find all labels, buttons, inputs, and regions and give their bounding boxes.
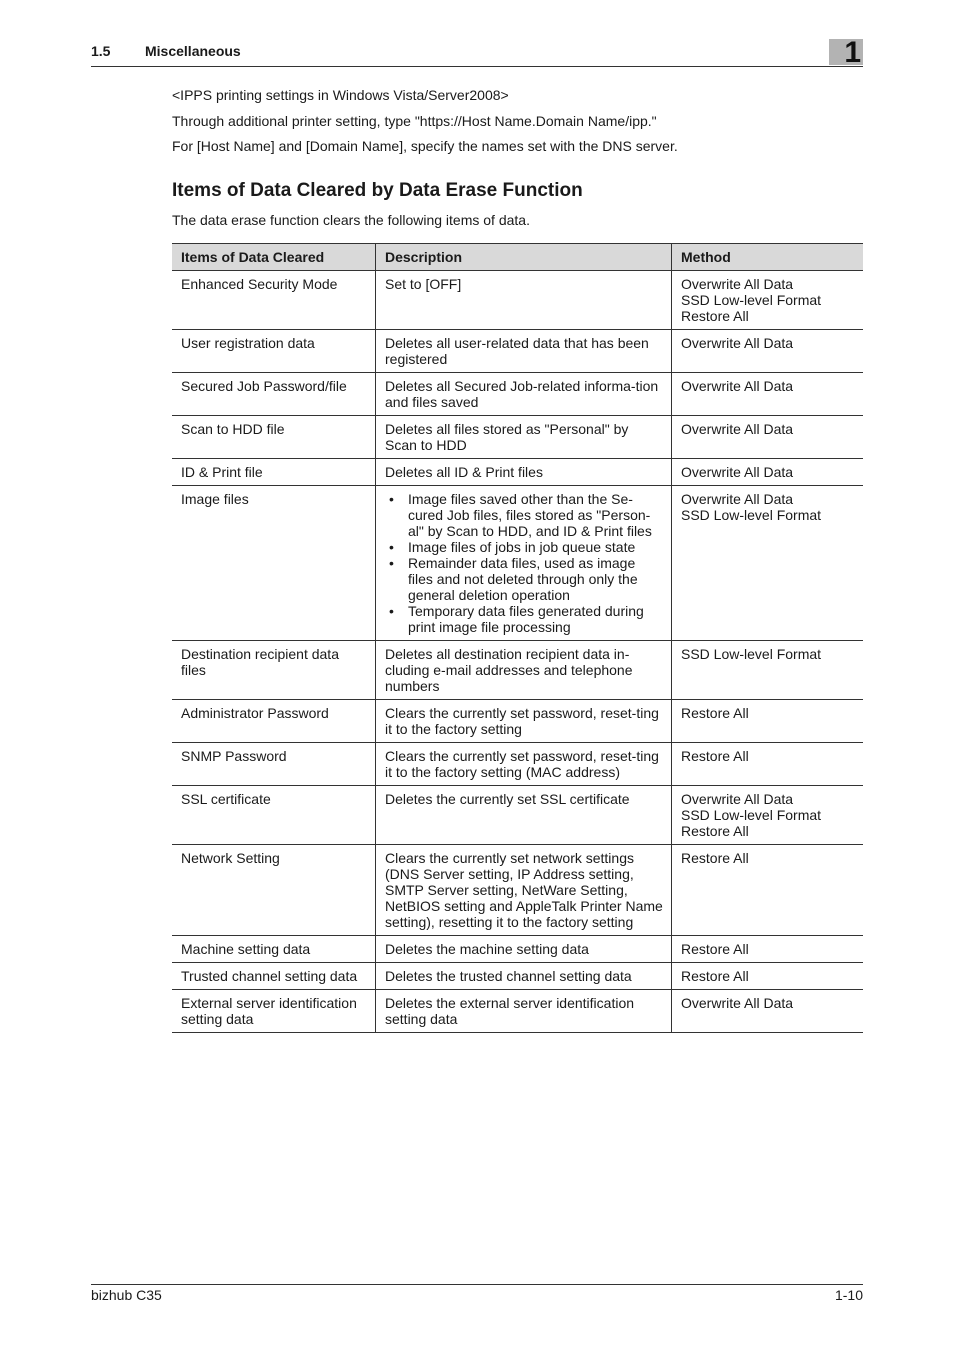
cell-method (672, 786, 864, 845)
cell-description: Deletes all user-related data that has been registered (376, 330, 672, 373)
cell-description: Deletes the machine setting data (376, 936, 672, 963)
method-entry: Overwrite All Data (681, 335, 794, 351)
method-entry: Restore All (681, 941, 749, 957)
table-row (172, 990, 863, 1033)
cell-item: Network Setting (172, 845, 376, 936)
method-entry: Overwrite All Data (681, 276, 794, 292)
cell-item: Scan to HDD file (172, 416, 376, 459)
cell-method (672, 641, 864, 700)
intro-line-3: For [Host Name] and [Domain Name], specify the names set with the DNS server. (172, 138, 678, 154)
bullet-list (385, 491, 663, 635)
bullet-item: • Image files saved other than the Se-cured Job files, files stored as "Person-al" by Scan to HDD, and ID & Print files (408, 491, 663, 539)
cell-item: External server identification setting data (172, 990, 376, 1033)
table-row (172, 373, 863, 416)
cell-method (672, 373, 864, 416)
method-entry: Restore All (681, 968, 749, 984)
cell-method (672, 700, 864, 743)
cell-description: Clears the currently set network settings (DNS Server setting, IP Address setting, SMTP Server setting, NetWare Setting, NetBIOS setting and AppleTalk Printer Name setting), resetting it to the factory setting (376, 845, 672, 936)
bullet-item: • Image files of jobs in job queue state (408, 539, 663, 555)
cell-description (376, 486, 672, 641)
cell-description: Deletes the external server identification setting data (376, 990, 672, 1033)
chapter-number: 1 (844, 36, 861, 69)
method-entry: Overwrite All Data (681, 491, 794, 507)
table-row (172, 743, 863, 786)
cell-method (672, 963, 864, 990)
cell-method (672, 416, 864, 459)
table-row (172, 641, 863, 700)
bullet-item: • Remainder data files, used as image files and not deleted through only the general deletion operation (408, 555, 663, 603)
method-entry: Overwrite All Data (681, 378, 794, 394)
method-entry: Restore All (681, 823, 749, 839)
cell-method (672, 743, 864, 786)
page-header (91, 36, 863, 69)
table-row (172, 459, 863, 486)
footer-page-number: 1-10 (834, 1287, 863, 1303)
table-row (172, 845, 863, 936)
section-heading: Items of Data Cleared by Data Erase Function (172, 180, 583, 201)
table-row (172, 936, 863, 963)
column-header-method: Method (672, 244, 864, 271)
cell-item: Secured Job Password/file (172, 373, 376, 416)
cell-item: Trusted channel setting data (172, 963, 376, 990)
cell-item: User registration data (172, 330, 376, 373)
footer-product: bizhub C35 (91, 1287, 162, 1303)
table-row (172, 271, 863, 330)
cell-description: Deletes the trusted channel setting data (376, 963, 672, 990)
table-row (172, 486, 863, 641)
page-footer (91, 1284, 863, 1303)
cell-description: Deletes all destination recipient data in-cluding e-mail addresses and telephone numbers (376, 641, 672, 700)
cell-description: Deletes all Secured Job-related informa-tion and files saved (376, 373, 672, 416)
cell-method (672, 845, 864, 936)
cell-description: Clears the currently set password, reset-ting it to the factory setting (MAC address) (376, 743, 672, 786)
column-header-items: Items of Data Cleared (172, 244, 376, 271)
table-body (172, 271, 863, 1033)
cell-method (672, 486, 864, 641)
intro-line-2: Through additional printer setting, type "https://Host Name.Domain Name/ipp." (172, 113, 657, 129)
table-row (172, 330, 863, 373)
cell-item: Machine setting data (172, 936, 376, 963)
cell-description: Set to [OFF] (376, 271, 672, 330)
cell-method (672, 330, 864, 373)
cell-item: SNMP Password (172, 743, 376, 786)
method-entry: SSD Low-level Format (681, 646, 822, 662)
cell-item: Destination recipient data files (172, 641, 376, 700)
cell-item: Image files (172, 486, 376, 641)
method-entry: Restore All (681, 850, 749, 866)
method-entry: SSD Low-level Format (681, 507, 822, 523)
cell-method (672, 990, 864, 1033)
cell-item: Enhanced Security Mode (172, 271, 376, 330)
method-entry: Restore All (681, 308, 749, 324)
method-entry: Overwrite All Data (681, 421, 794, 437)
column-header-description: Description (376, 244, 672, 271)
data-erase-table (172, 243, 863, 1033)
cell-description: Deletes all files stored as "Personal" by Scan to HDD (376, 416, 672, 459)
cell-method (672, 459, 864, 486)
table-row (172, 963, 863, 990)
method-entry: Overwrite All Data (681, 464, 794, 480)
cell-item: ID & Print file (172, 459, 376, 486)
section-title: Miscellaneous (145, 43, 241, 59)
section-number: 1.5 (91, 43, 111, 59)
table-row (172, 786, 863, 845)
method-entry: Overwrite All Data (681, 791, 794, 807)
cell-item: SSL certificate (172, 786, 376, 845)
cell-item: Administrator Password (172, 700, 376, 743)
method-entry: SSD Low-level Format (681, 807, 822, 823)
cell-description: Deletes all ID & Print files (376, 459, 672, 486)
cell-description: Deletes the currently set SSL certificate (376, 786, 672, 845)
intro-line-1: <IPPS printing settings in Windows Vista/Server2008> (172, 87, 509, 103)
cell-description: Clears the currently set password, reset-ting it to the factory setting (376, 700, 672, 743)
table-row (172, 700, 863, 743)
table-row (172, 416, 863, 459)
cell-method (672, 936, 864, 963)
section-description: The data erase function clears the following items of data. (172, 212, 530, 228)
method-entry: Restore All (681, 705, 749, 721)
method-entry: Restore All (681, 748, 749, 764)
table-header-row (172, 244, 863, 271)
bullet-item: • Temporary data files generated during print image file processing (408, 603, 663, 635)
method-entry: SSD Low-level Format (681, 292, 822, 308)
method-entry: Overwrite All Data (681, 995, 794, 1011)
cell-method (672, 271, 864, 330)
